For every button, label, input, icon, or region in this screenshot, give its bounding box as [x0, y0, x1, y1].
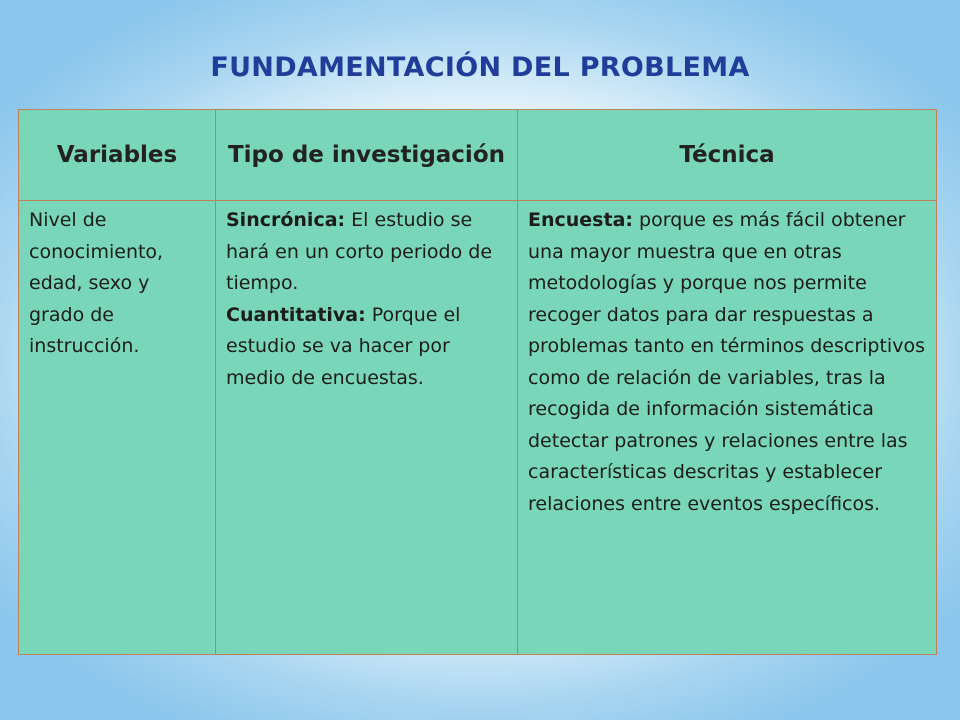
label-sincronica: Sincrónica: — [226, 209, 346, 231]
text-sincronica: El estudio se hará en un corto periodo de tiempo. — [226, 209, 493, 294]
fundamentacion-table — [18, 109, 937, 655]
text-encuesta: porque es más fácil obtener una mayor muestra que en otras metodologías y porque nos permite recoger datos para dar respuestas a problemas tanto en términos descriptivos como de relación de variables, tras la recogida de información sistemática detectar patrones y relaciones entre las características descritas y establecer relaciones entre eventos específicos. — [528, 209, 925, 515]
header-tecnica: Técnica — [518, 110, 937, 201]
cell-variables: Nivel de conocimiento, edad, sexo y grado de instrucción. — [19, 201, 216, 655]
label-cuantitativa: Cuantitativa: — [226, 303, 366, 326]
table-row — [19, 201, 937, 655]
slide-title: FUNDAMENTACIÓN DEL PROBLEMA — [210, 52, 750, 83]
label-encuesta: Encuesta: — [528, 209, 633, 231]
cell-tipo-investigacion — [216, 201, 518, 655]
cell-tecnica — [518, 201, 937, 655]
header-variables: Variables — [19, 110, 216, 201]
table-header-row — [19, 110, 937, 201]
header-tipo-investigacion: Tipo de investigación — [216, 110, 518, 201]
text-cuantitativa: Porque el estudio se va hacer por medio de encuestas. — [226, 303, 461, 389]
